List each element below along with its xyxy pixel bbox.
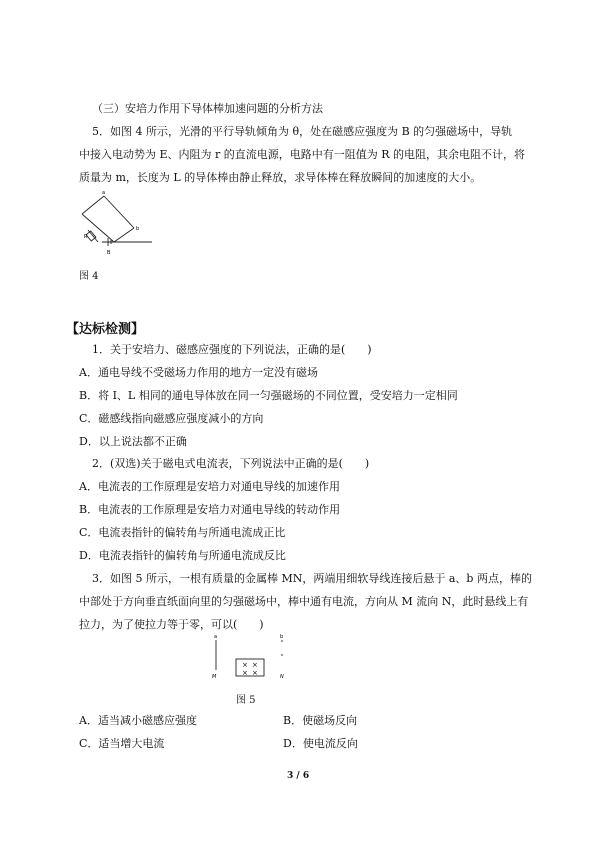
q3-option-d: D．使电流反向: [283, 737, 358, 750]
q2-option-d: D．电流表指针的偏转角与所通电流成反比: [79, 549, 286, 562]
fig5-label-N: N: [280, 674, 284, 680]
fig4-label-a: a: [102, 190, 106, 196]
q3-option-c: C．适当增大电流: [79, 737, 165, 750]
magnetic-field-region: [236, 659, 264, 676]
q5-line-3: 质量为 m，长度为 L 的导体棒由静止释放，求导体棒在释放瞬间的加速度的大小。: [79, 171, 482, 184]
field-cross: ×: [252, 661, 258, 669]
q3-option-a: A．适当减小磁感应强度: [79, 714, 197, 727]
figure-5-diagram: [206, 630, 298, 682]
q5-line-2: 中接入电动势为 E、内阻为 r 的直流电源，电路中有一阻值为 R 的电阻，其余电阻不计，将: [79, 148, 526, 161]
q2-stem: 2．(双选)关于磁电式电流表，下列说法中正确的是( ): [92, 457, 370, 470]
q1-option-a: A．通电导线不受磁场力作用的地方一定没有磁场: [79, 366, 318, 379]
rail-top-left: [82, 196, 104, 214]
figure-4-diagram: [74, 188, 154, 260]
fig5-label-a: a: [214, 634, 218, 640]
q1-option-d: D．以上说法都不正确: [79, 435, 187, 448]
q3-option-b: B．使磁场反向: [283, 714, 358, 727]
field-cross: ×: [252, 669, 258, 677]
conductor-rod: [104, 196, 134, 228]
q1-stem: 1．关于安培力、磁感应强度的下列说法，正确的是( ): [92, 343, 372, 356]
fig5-label-b: b: [280, 634, 284, 640]
field-cross: ×: [242, 669, 248, 677]
rail-bottom-right: [114, 228, 134, 242]
figure-4-caption: 图 4: [79, 271, 99, 282]
q1-option-c: C．磁感线指向磁感应强度减小的方向: [79, 412, 264, 425]
q3-line-3: 拉力，为了使拉力等于零，可以( ): [79, 618, 264, 631]
page-number: 3 / 6: [287, 771, 310, 781]
figure-5-caption: 图 5: [236, 695, 256, 706]
resistor-symbol: [86, 231, 96, 241]
field-cross: ×: [242, 661, 248, 669]
q2-option-a: A．电流表的工作原理是安培力对通电导线的加速作用: [79, 480, 340, 493]
q1-option-b: B．将 I、L 相同的通电导体放在同一匀强磁场的不同位置，受安培力一定相同: [79, 389, 458, 402]
section-heading: （三）安培力作用下导体棒加速问题的分析方法: [92, 102, 323, 115]
fig4-label-R: R: [84, 234, 88, 240]
fig5-label-M: M: [212, 674, 217, 680]
q2-option-b: B．电流表的工作原理是安培力对通电导线的转动作用: [79, 503, 341, 516]
check-section-title: 【达标检测】: [66, 322, 145, 337]
fig4-label-B: B: [107, 250, 111, 256]
q3-line-1: 3．如图 5 所示，一根有质量的金属棒 MN，两端用细软导线连接后悬于 a、b 两点，棒的: [92, 572, 532, 585]
fig4-label-b: b: [136, 226, 140, 232]
q5-line-1: 5．如图 4 所示，光滑的平行导轨倾角为 θ，处在磁感应强度为 B 的匀强磁场中，导轨: [92, 125, 513, 138]
q2-option-c: C．电流表指针的偏转角与所通电流成正比: [79, 526, 286, 539]
q3-line-2: 中部处于方向垂直纸面向里的匀强磁场中，棒中通有电流，方向从 M 流向 N，此时悬线上有: [79, 595, 529, 608]
